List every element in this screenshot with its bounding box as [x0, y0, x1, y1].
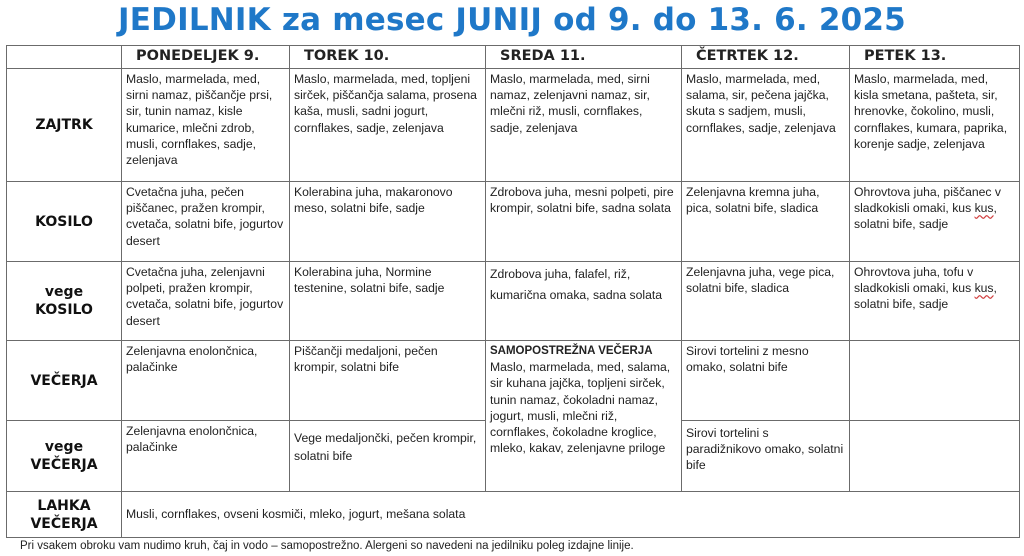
- row-label-kosilo-2: KOSILO: [35, 302, 93, 318]
- vecerja-tuesday: Piščančji medaljoni, pečen krompir, solatni bife: [290, 341, 486, 421]
- lahka-vecerja-text: Musli, cornflakes, ovseni kosmiči, mleko, jogurt, mešana solata: [122, 492, 1020, 538]
- day-header-tuesday: TOREK 10.: [290, 46, 486, 69]
- row-label-vege-vecerja: [7, 421, 122, 492]
- row-kosilo: [7, 182, 1020, 262]
- kosilo-tuesday: Kolerabina juha, makaronovo meso, solatni bife, sadje: [290, 182, 486, 262]
- zajtrk-thursday: Maslo, marmelada, med, salama, sir, pečena jajčka, skuta s sadjem, musli, cornflakes, sadje, zelenjava: [682, 69, 850, 182]
- vege-kosilo-wednesday: Zdrobova juha, falafel, riž, kumarična omaka, sadna solata: [486, 262, 682, 341]
- row-label-vege: vege: [44, 284, 84, 300]
- page-title: JEDILNIK za mesec JUNIJ od 9. do 13. 6. 2025: [118, 2, 906, 38]
- header-row: [7, 46, 1020, 69]
- vecerja-thursday: Sirovi tortelini z mesno omako, solatni bife: [682, 341, 850, 421]
- row-label-vecerja: VEČERJA: [7, 341, 122, 421]
- row-lahka-vecerja: [7, 492, 1020, 538]
- vege-kosilo-friday-text-end: , solatni bife, sadje: [854, 281, 997, 312]
- kosilo-monday: Cvetačna juha, pečen piščanec, pražen krompir, cvetača, solatni bife, jogurtov desert: [122, 182, 290, 262]
- vege-vecerja-thursday: Sirovi tortelini s paradižnikovo omako, solatni bife: [682, 421, 850, 492]
- kosilo-friday: [850, 182, 1020, 262]
- kosilo-friday-text-end: , solatni bife, sadje: [854, 201, 997, 232]
- kosilo-thursday: Zelenjavna kremna juha, pica, solatni bife, sladica: [682, 182, 850, 262]
- vecerja-friday: [850, 341, 1020, 421]
- row-label-vege-2: vege: [44, 439, 84, 455]
- spellcheck-underlined-word: kus: [974, 201, 994, 216]
- day-header-wednesday: SREDA 11.: [486, 46, 682, 69]
- vege-kosilo-friday: [850, 262, 1020, 341]
- day-header-thursday: ČETRTEK 12.: [682, 46, 850, 69]
- row-label-lahka-vecerja: [7, 492, 122, 538]
- day-header-friday: PETEK 13.: [850, 46, 1020, 69]
- zajtrk-monday: Maslo, marmelada, med, sirni namaz, piščančje prsi, sir, tunin namaz, kisle kumarice, mlečni zdrob, musli, cornflakes, sadje, zelenjava: [122, 69, 290, 182]
- vege-kosilo-monday: Cvetačna juha, zelenjavni polpeti, pražen krompir, cvetača, solatni bife, jogurtov desert: [122, 262, 290, 341]
- zajtrk-wednesday: Maslo, marmelada, med, sirni namaz, zelenjavni namaz, sir, mlečni riž, musli, cornflakes, sadje, zelenjava: [486, 69, 682, 182]
- day-header-monday: PONEDELJEK 9.: [122, 46, 290, 69]
- row-label-vecerja-2: VEČERJA: [30, 457, 98, 473]
- samopostrezna-vecerja: [486, 341, 682, 492]
- vege-vecerja-friday: [850, 421, 1020, 492]
- vege-kosilo-thursday: Zelenjavna juha, vege pica, solatni bife, sladica: [682, 262, 850, 341]
- vecerja-monday: Zelenjavna enolončnica, palačinke: [122, 341, 290, 421]
- row-label-lahka: LAHKA: [37, 497, 91, 514]
- vege-kosilo-friday-text: Ohrovtova juha, tofu v sladkokisli omaki, kus: [854, 265, 975, 296]
- corner-cell: [7, 46, 122, 69]
- menu-table: [6, 45, 1020, 538]
- footnote: Pri vsakem obroku vam nudimo kruh, čaj in vodo – samopostrežno. Alergeni so navedeni na jedilniku poleg izdajne linije.: [20, 540, 634, 552]
- samopostrezna-heading: SAMOPOSTREŽNA VEČERJA: [490, 345, 653, 357]
- row-zajtrk: [7, 69, 1020, 182]
- row-label-zajtrk: ZAJTRK: [7, 69, 122, 182]
- zajtrk-tuesday: Maslo, marmelada, med, topljeni sirček, piščančja salama, prosena kaša, musli, sadni jogurt, cornflakes, sadje, zelenjava: [290, 69, 486, 182]
- row-label-vege-kosilo: [7, 262, 122, 341]
- row-label-kosilo: KOSILO: [7, 182, 122, 262]
- row-vecerja: [7, 341, 1020, 421]
- vege-vecerja-monday: Zelenjavna enolončnica, palačinke: [122, 421, 290, 492]
- zajtrk-friday: Maslo, marmelada, med, kisla smetana, pašteta, sir, hrenovke, čokolino, musli, cornflakes, kumara, paprika, korenje sadje, zelenjava: [850, 69, 1020, 182]
- samopostrezna-text: Maslo, marmelada, med, salama, sir kuhana jajčka, topljeni sirček, tunin namaz, čokoladni namaz, jogurt, musli, mlečni riž, cornflakes, čokoladne kroglice, mleko, kakav, zelenjavne priloge: [490, 360, 671, 456]
- vege-vecerja-tuesday: Vege medaljončki, pečen krompir, solatni bife: [290, 421, 486, 492]
- row-label-vecerja-3: VEČERJA: [30, 515, 98, 532]
- kosilo-wednesday: Zdrobova juha, mesni polpeti, pire krompir, solatni bife, sadna solata: [486, 182, 682, 262]
- vege-kosilo-tuesday: Kolerabina juha, Normine testenine, solatni bife, sadje: [290, 262, 486, 341]
- kosilo-friday-text: Ohrovtova juha, piščanec v sladkokisli omaki, kus: [854, 185, 1002, 216]
- row-vege-kosilo: [7, 262, 1020, 341]
- spellcheck-underlined-word: kus: [974, 281, 994, 296]
